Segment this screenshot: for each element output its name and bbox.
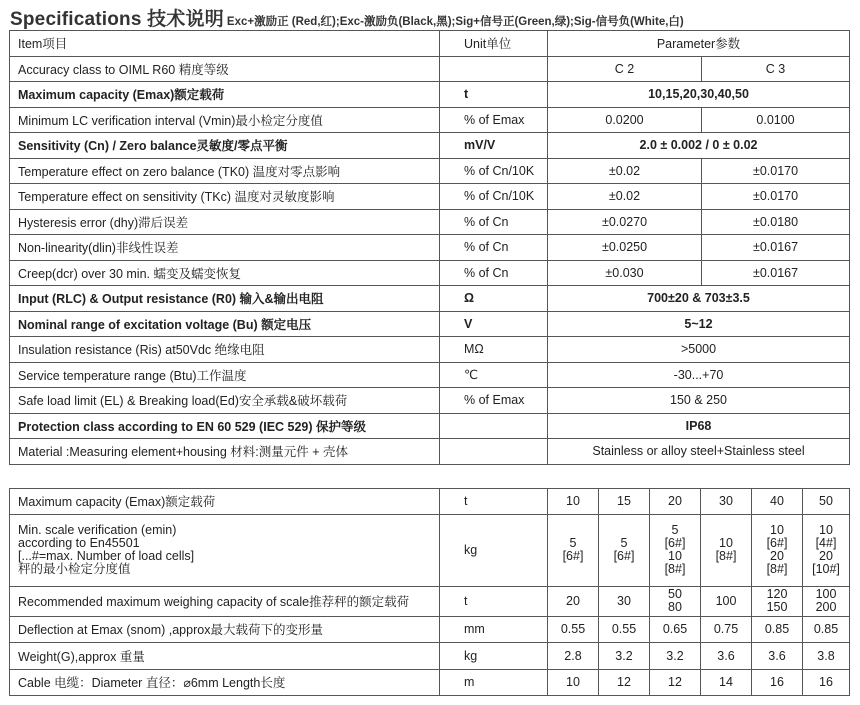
value-cell: 12 [650,669,701,695]
value-cell: 10 [548,489,599,515]
row-item: Weight(G),approx 重量 [10,642,440,669]
value-line: [8#] [715,549,737,563]
row-item: Material :Measuring element+housing 材料:测量元件 + 壳体 [10,439,440,465]
table-row [10,286,850,312]
table-row [10,133,850,159]
value-line: 100 [815,587,837,601]
table-row [10,388,850,414]
row-item: Recommended maximum weighing capacity of scale推荐秤的额定载荷 [10,586,440,616]
value-line: 5 [569,536,577,550]
table-row [10,337,850,363]
row-unit: m [440,669,548,695]
value-line: 5 [620,536,628,550]
row-unit: % of Cn [440,235,548,261]
row-unit: t [440,489,548,515]
row-c3: C 3 [702,56,850,82]
row-unit: Ω [440,286,548,312]
value-cell [548,586,599,616]
row-item: Protection class according to EN 60 529 (IEC 529) 保护等级 [10,413,440,439]
value-cell: 0.85 [803,616,850,642]
value-line: 10 [819,523,833,537]
table-row [10,311,850,337]
value-line: 120 [766,587,788,601]
table-row [10,669,850,695]
row-c2: ±0.0250 [548,235,702,261]
title-main: Specifications 技术说明 [10,9,224,30]
value-cell [548,514,599,586]
row-unit: MΩ [440,337,548,363]
table-header-row [10,31,850,57]
row-item: Non-linearity(dlin)非线性误差 [10,235,440,261]
value-cell [803,586,850,616]
row-unit [440,413,548,439]
value-line: 80 [668,600,682,614]
item-line: [...#=max. Number of load cells] [18,549,195,563]
row-unit [440,439,548,465]
row-unit: t [440,586,548,616]
value-cell [752,586,803,616]
row-unit: % of Emax [440,107,548,133]
table-row [10,514,850,586]
row-unit: t [440,82,548,108]
row-unit [440,56,548,82]
row-item: Accuracy class to OIML R60 精度等级 [10,56,440,82]
row-item: Sensitivity (Cn) / Zero balance灵敏度/零点平衡 [10,133,440,159]
table-row [10,209,850,235]
value-cell: 12 [599,669,650,695]
value-line: [8#] [766,562,788,576]
row-c3: ±0.0167 [702,260,850,286]
row-item: Input (RLC) & Output resistance (R0) 输入&输出电阻 [10,286,440,312]
row-parameter: Stainless or alloy steel+Stainless steel [548,439,850,465]
value-cell: 16 [752,669,803,695]
value-cell: 0.65 [650,616,701,642]
value-cell: 2.8 [548,642,599,669]
table-row [10,158,850,184]
row-item: Temperature effect on zero balance (TK0) 温度对零点影响 [10,158,440,184]
row-parameter: 150 & 250 [548,388,850,414]
row-unit: mV/V [440,133,548,159]
row-c3: ±0.0180 [702,209,850,235]
row-item: Temperature effect on sensitivity (TKc) 温度对灵敏度影响 [10,184,440,210]
row-c3: 0.0100 [702,107,850,133]
row-item: Cable 电缆：Diameter 直径：⌀6mm Length长度 [10,669,440,695]
value-cell [752,514,803,586]
value-cell: 3.2 [650,642,701,669]
value-line: 30 [617,593,631,608]
row-c3: ±0.0170 [702,184,850,210]
value-line: 20 [770,549,784,563]
row-unit: mm [440,616,548,642]
table-row [10,362,850,388]
table-row [10,56,850,82]
row-c2: ±0.0270 [548,209,702,235]
row-c2: C 2 [548,56,702,82]
wiring-note: Exc+激励正 (Red,红);Exc-激励负(Black,黑);Sig+信号正(Green,绿);Sig-信号负(White,白) [226,16,684,28]
row-c3: ±0.0167 [702,235,850,261]
header-parameter: Parameter参数 [548,31,850,57]
table-row [10,439,850,465]
value-line: 20 [819,549,833,563]
value-cell: 10 [548,669,599,695]
row-item: Maximum capacity (Emax)额定载荷 [10,489,440,515]
value-line: 150 [766,600,788,614]
value-cell: 15 [599,489,650,515]
value-cell: 14 [701,669,752,695]
table-row [10,107,850,133]
value-cell: 0.55 [599,616,650,642]
value-cell [701,514,752,586]
table-row [10,260,850,286]
row-unit: % of Cn/10K [440,158,548,184]
row-item: Safe load limit (EL) & Breaking load(Ed)安全承载&破坏载荷 [10,388,440,414]
value-cell: 50 [803,489,850,515]
value-cell [650,514,701,586]
row-unit: kg [440,514,548,586]
value-line: [6#] [613,549,635,563]
table-row [10,616,850,642]
value-cell [599,586,650,616]
row-unit: V [440,311,548,337]
spec-table [9,30,850,465]
table-row [10,82,850,108]
row-item: Creep(dcr) over 30 min. 蠕变及蠕变恢复 [10,260,440,286]
value-line: 20 [566,593,580,608]
row-item: Hysteresis error (dhy)滞后误差 [10,209,440,235]
header-unit: Unit单位 [440,31,548,57]
value-cell: 3.6 [701,642,752,669]
header-item: Item项目 [10,31,440,57]
row-unit: % of Cn/10K [440,184,548,210]
value-cell: 0.85 [752,616,803,642]
table-row [10,413,850,439]
value-cell [599,514,650,586]
row-item: Nominal range of excitation voltage (Bu) 额定电压 [10,311,440,337]
row-unit: % of Cn [440,260,548,286]
value-cell: 20 [650,489,701,515]
value-line: 10 [770,523,784,537]
row-c2: ±0.02 [548,184,702,210]
row-c2: ±0.02 [548,158,702,184]
value-line: [8#] [664,562,686,576]
value-cell: 30 [701,489,752,515]
item-line: 秤的最小检定分度值 [18,562,131,576]
table-row [10,235,850,261]
value-line: 5 [671,523,679,537]
row-item: Service temperature range (Btu)工作温度 [10,362,440,388]
row-parameter: 5~12 [548,311,850,337]
row-parameter: IP68 [548,413,850,439]
row-parameter: 10,15,20,30,40,50 [548,82,850,108]
value-cell: 3.8 [803,642,850,669]
value-line: 10 [719,536,733,550]
row-c3: ±0.0170 [702,158,850,184]
value-cell: 0.75 [701,616,752,642]
value-cell: 16 [803,669,850,695]
row-parameter: 700±20 & 703±3.5 [548,286,850,312]
row-unit: % of Emax [440,388,548,414]
table-row [10,642,850,669]
value-cell [701,586,752,616]
value-line: [10#] [812,562,840,576]
item-line: according to En45501 [18,536,140,550]
row-parameter: >5000 [548,337,850,363]
row-c2: 0.0200 [548,107,702,133]
row-parameter: -30...+70 [548,362,850,388]
value-cell: 3.6 [752,642,803,669]
value-cell: 0.55 [548,616,599,642]
row-unit: % of Cn [440,209,548,235]
value-line: [6#] [562,549,584,563]
value-line: 100 [715,593,737,608]
item-line: Min. scale verification (emin) [18,523,177,537]
value-line: [4#] [815,536,837,550]
row-item: Maximum capacity (Emax)额定载荷 [10,82,440,108]
value-cell [803,514,850,586]
value-line: 200 [815,600,837,614]
value-cell [650,586,701,616]
row-item: Deflection at Emax (snom) ,approx最大载荷下的变形量 [10,616,440,642]
row-item: Insulation resistance (Ris) at50Vdc 绝缘电阻 [10,337,440,363]
row-c2: ±0.030 [548,260,702,286]
table-row [10,184,850,210]
row-item: Minimum LC verification interval (Vmin)最小检定分度值 [10,107,440,133]
value-cell: 40 [752,489,803,515]
table-row [10,489,850,515]
value-line: 10 [668,549,682,563]
value-line: [6#] [766,536,788,550]
table-row [10,586,850,616]
value-line: 50 [668,587,682,601]
row-unit: ℃ [440,362,548,388]
value-cell: 3.2 [599,642,650,669]
row-item [10,514,440,586]
row-parameter: 2.0 ± 0.002 / 0 ± 0.02 [548,133,850,159]
page-title [10,4,684,30]
capacity-table [9,488,850,696]
value-line: [6#] [664,536,686,550]
row-unit: kg [440,642,548,669]
